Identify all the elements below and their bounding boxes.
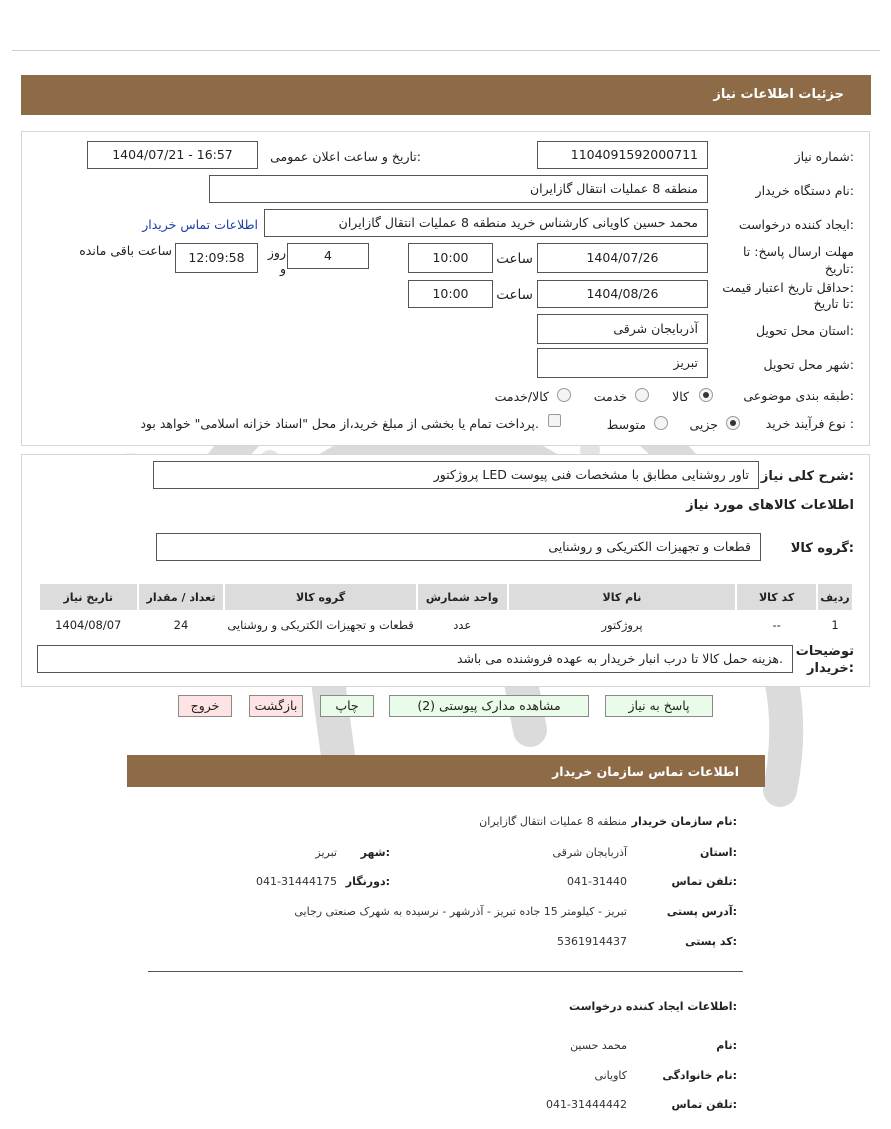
deadline-time-field: 10:00 (408, 243, 493, 273)
cell-unit: عدد (417, 611, 508, 639)
cell-row: 1 (817, 611, 853, 639)
contact-address-value: تبریز - کیلومتر 15 جاده تبریز - آذرشهر - نرسیده به شهرک صنعتی رجایی (294, 905, 627, 918)
back-button[interactable]: بازگشت (249, 695, 303, 717)
process-option-minor: جزیی (689, 417, 718, 432)
buyer-contact-link[interactable]: اطلاعات تماس خریدار (142, 217, 258, 232)
deadline-time-label: ساعت (496, 251, 533, 267)
announce-field: 1404/07/21 - 16:57 (87, 141, 258, 169)
contact-address-label: آدرس پستی: (666, 905, 737, 918)
cell-name: پروژکتور (508, 611, 736, 639)
remaining-time-label: ساعت باقی مانده (79, 243, 172, 258)
exit-button[interactable]: خروج (178, 695, 232, 717)
contact-postal-value: 5361914437 (557, 935, 627, 948)
print-button[interactable]: چاپ (320, 695, 374, 717)
days-and-label: و (279, 261, 286, 276)
days-label: روز (267, 245, 286, 260)
buyer-notes-label-line2: خریدار: (807, 661, 854, 676)
buyer-notes-field: هزینه حمل کالا تا درب انبار خریدار به عهده فروشنده می باشد. (37, 645, 793, 673)
page-title: جزئیات اطلاعات نیاز (713, 87, 844, 102)
creator-first-name-value: محمد حسین (570, 1039, 627, 1052)
cell-code: -- (736, 611, 817, 639)
creator-first-name-label: نام: (716, 1039, 737, 1052)
process-option-medium: متوسط (606, 417, 646, 432)
treasury-payment-note: پرداخت تمام یا بخشی از مبلغ خرید،از محل "اسناد خزانه اسلامی" خواهد بود. (140, 416, 539, 431)
validity-label-line1: حداقل تاریخ اعتبار قیمت: (722, 280, 854, 295)
category-radio-goods[interactable] (699, 388, 713, 402)
validity-label-line2: تا تاریخ: (813, 296, 854, 311)
creator-phone-label: تلفن تماس: (671, 1098, 737, 1111)
province-label: استان محل تحویل: (755, 323, 854, 338)
deadline-label-line2: تاریخ: (824, 261, 854, 276)
treasury-payment-checkbox[interactable] (548, 414, 561, 427)
buyer-org-field: منطقه 8 عملیات انتقال گازایران (209, 175, 708, 203)
reply-button[interactable]: پاسخ به نیاز (605, 695, 713, 717)
contact-org-value: منطقه 8 عملیات انتقال گازایران (479, 815, 627, 828)
contact-postal-label: کد پستی: (685, 935, 737, 948)
contact-fax-value: 041-31444175 (256, 875, 337, 888)
col-quantity: تعداد / مقدار (138, 583, 225, 611)
province-field: آذربایجان شرقی (537, 314, 708, 344)
category-radio-service[interactable] (635, 388, 649, 402)
contact-city-value: تبریز (315, 846, 337, 859)
contact-city-label: شهر: (360, 846, 390, 859)
items-table (38, 582, 854, 640)
remaining-days-field: 4 (287, 243, 369, 269)
validity-date-field: 1404/08/26 (537, 280, 708, 308)
creator-last-name-label: نام خانوادگی: (662, 1069, 737, 1082)
contact-org-label: نام سازمان خریدار: (631, 815, 737, 828)
deadline-label-line1: مهلت ارسال پاسخ: تا (743, 244, 854, 259)
need-number-label: شماره نیاز: (794, 149, 854, 164)
col-name: نام کالا (508, 583, 736, 611)
goods-group-field: قطعات و تجهیزات الکتریکی و روشنایی (156, 533, 761, 561)
process-radio-medium[interactable] (654, 416, 668, 430)
category-label: طبقه بندی موضوعی: (743, 388, 854, 403)
creator-field: محمد حسین کاویانی کارشناس خرید منطقه 8 عملیات انتقال گازایران (264, 209, 708, 237)
col-need-date: تاریخ نیاز (39, 583, 138, 611)
contact-title: اطلاعات تماس سازمان خریدار (552, 764, 739, 779)
goods-group-label: گروه کالا: (790, 541, 854, 556)
description-field: پروژکتور LED تاور روشنایی مطابق با مشخصات فنی پیوست (153, 461, 759, 489)
col-unit: واحد شمارش (417, 583, 508, 611)
col-group: گروه کالا (224, 583, 416, 611)
goods-info-title: اطلاعات کالاهای مورد نیاز (686, 498, 854, 513)
creator-label: ایجاد کننده درخواست: (738, 217, 854, 232)
contact-province-label: استان: (699, 846, 737, 859)
contact-fax-label: دورنگار: (345, 875, 390, 888)
buyer-notes-label-line1: توضیحات (795, 644, 854, 659)
announce-label: تاریخ و ساعت اعلان عمومی: (270, 149, 421, 164)
contact-province-value: آذربایجان شرقی (552, 846, 627, 859)
deadline-date-field: 1404/07/26 (537, 243, 708, 273)
buyer-org-label: نام دستگاه خریدار: (755, 183, 854, 198)
city-field: تبریز (537, 348, 708, 378)
creator-phone-value: 041-31444442 (546, 1098, 627, 1111)
cell-group: قطعات و تجهیزات الکتریکی و روشنایی (224, 611, 416, 639)
top-divider (12, 50, 880, 51)
contact-header (127, 755, 765, 787)
contact-divider (148, 971, 743, 972)
col-code: کد کالا (736, 583, 817, 611)
col-row: ردیف (817, 583, 853, 611)
process-label: نوع فرآیند خرید : (765, 416, 854, 431)
contact-phone-label: تلفن تماس: (671, 875, 737, 888)
category-option-goods: کالا (672, 389, 689, 404)
cell-need-date: 1404/08/07 (39, 611, 138, 639)
need-number-field: 1104091592000711 (537, 141, 708, 169)
page-header (21, 75, 871, 115)
process-radio-minor[interactable] (726, 416, 740, 430)
remaining-time-field: 12:09:58 (175, 243, 258, 273)
validity-time-field: 10:00 (408, 280, 493, 308)
category-option-goods-service: کالا/خدمت (494, 389, 549, 404)
city-label: شهر محل تحویل: (763, 357, 854, 372)
category-radio-goods-service[interactable] (557, 388, 571, 402)
contact-phone-value: 041-31440 (567, 875, 627, 888)
creator-last-name-value: کاویانی (594, 1069, 627, 1082)
cell-quantity: 24 (138, 611, 225, 639)
description-label: شرح کلی نیاز: (760, 469, 854, 484)
category-option-service: خدمت (593, 389, 627, 404)
attachments-button[interactable]: مشاهده مدارک پیوستی (2) (389, 695, 589, 717)
table-row (39, 611, 853, 639)
creator-info-title: اطلاعات ایجاد کننده درخواست: (569, 1000, 737, 1013)
validity-time-label: ساعت (496, 287, 533, 303)
items-table-header (39, 583, 853, 611)
